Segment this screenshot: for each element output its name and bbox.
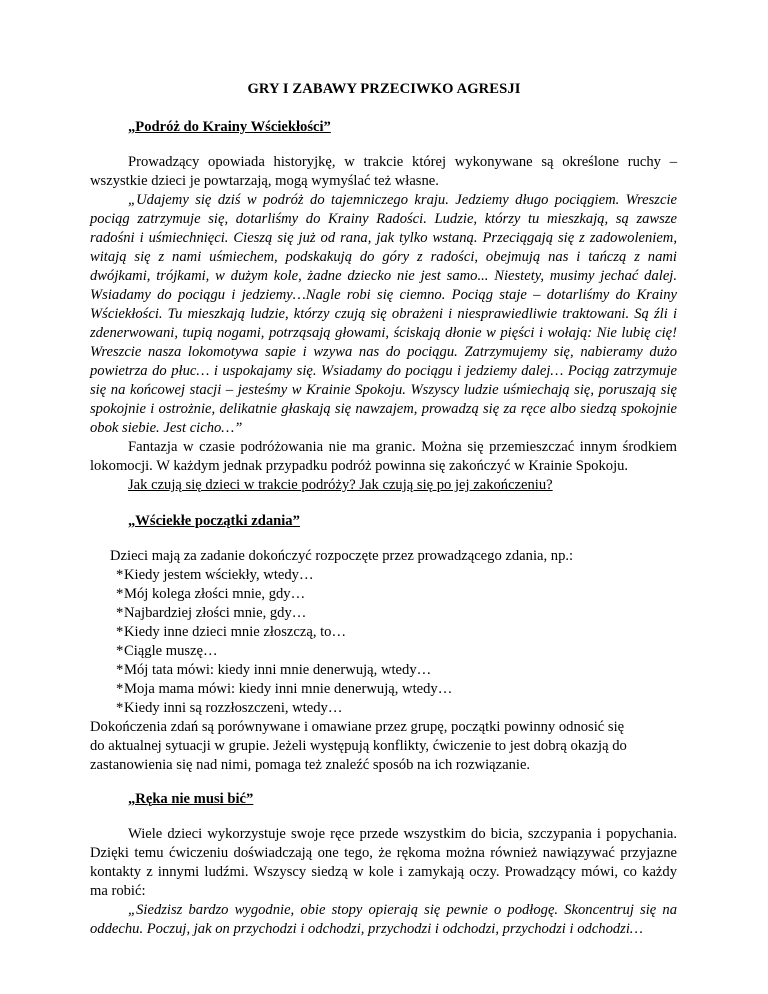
summary-line: Dokończenia zdań są porównywane i omawiane przez grupę, początki powinny odnosić się	[90, 719, 625, 735]
list-item: *Ciągle muszę…	[116, 643, 218, 659]
section-body-hand	[90, 825, 677, 939]
list-item: *Kiedy inni są rozzłoszczeni, wtedy…	[116, 700, 343, 716]
list-item: *Najbardziej złości mnie, gdy…	[116, 605, 307, 621]
paragraph-question: Jak czują się dzieci w trakcie podróży? Jak czują się po jej zakończeniu?	[128, 477, 553, 493]
page-title: GRY I ZABAWY PRZECIWKO AGRESJI	[247, 81, 521, 97]
summary-line: do aktualnej sytuacji w grupie. Jeżeli występują konflikty, ćwiczenie to jest dobrą okazją do	[90, 738, 627, 754]
section-heading-journey: „Podróż do Krainy Wściekłości”	[128, 119, 331, 135]
section-heading-hand: „Ręka nie musi bić”	[128, 791, 254, 807]
paragraph-intro: Prowadzący opowiada historyjkę, w trakcie której wykonywane są określone ruchy – wszystkie dzieci je powtarzają, mogą wymyślać też własne.	[90, 154, 677, 189]
list-item: *Moja mama mówi: kiedy inni mnie denerwują, wtedy…	[116, 681, 453, 697]
summary-line: zastanowienia się nad nimi, pomaga też znaleźć sposób na ich rozwiązanie.	[90, 757, 531, 773]
list-item: *Mój kolega złości mnie, gdy…	[116, 586, 306, 602]
list-item: *Mój tata mówi: kiedy inni mnie denerwują, wtedy…	[116, 662, 432, 678]
section-heading-sentences: „Wściekłe początki zdania”	[128, 513, 300, 529]
paragraph-sentences-intro: Dzieci mają za zadanie dokończyć rozpoczęte przez prowadzącego zdania, np.:	[110, 548, 574, 564]
paragraph-story: „Udajemy się dziś w podróż do tajemniczego kraju. Jedziemy długo pociągiem. Wreszcie pociąg zatrzymuje się, dotarliśmy do Krainy Radości. Ludzie, którzy tu mieszkają, są zawsze radośni i uśmiechnięci. Cieszą się już od rana, jak tylko wstaną. Przeciągają się z zadowoleniem, witają się z nami uśmiechem, podskakują do góry z radości, obejmują nas i tańczą z nami dwójkami, trójkami, w dużym kole, żadne dziecko nie jest samo... Niestety, musimy jechać dalej. Wsiadamy do pociągu i jedziemy…Nagle robi się ciemno. Pociąg staje – dotarliśmy do Krainy Wściekłości. Tu mieszkają ludzie, którzy czują się obrażeni i niesprawiedliwie traktowani. Są źli i zdenerwowani, tupią nogami, potrząsają głowami, ściskają dłonie w pięści i wołają: Nie lubię cię! Wreszcie nasza lokomotywa sapie i wzywa nas do pociągu. Zatrzymujemy się, nabieramy dużo powietrza do płuc… i uspokajamy się. Wsiadamy do pociągu i jedziemy dalej… Pociąg zatrzymuje się na końcowej stacji – jesteśmy w Krainie Spokoju. Wszyscy ludzie uśmiechają się, poruszają się spokojnie i ostrożnie, delikatnie głaskają się nawzajem, prowadzą się za ręce albo siedzą spokojnie obok siebie. Jest cicho…”	[90, 192, 677, 436]
list-item: *Kiedy jestem wściekły, wtedy…	[116, 567, 314, 583]
paragraph-fantasy: Fantazja w czasie podróżowania nie ma granic. Można się przemieszczać innym środkiem lokomocji. W każdym jednak przypadku podróż powinna się zakończyć w Krainie Spokoju.	[90, 439, 677, 474]
paragraph-sentences-summary	[90, 718, 680, 775]
paragraph-hand-intro: Wiele dzieci wykorzystuje swoje ręce przede wszystkim do bicia, szczypania i popychania. Dzięki temu ćwiczeniu doświadczają one tego, że rękoma można również nawiązywać przyjazne kontakty z innymi ludźmi. Wszyscy siedzą w kole i zamykają oczy. Prowadzący mówi, co każdy ma robić:	[90, 826, 677, 899]
paragraph-hand-story: „Siedzisz bardzo wygodnie, obie stopy opierają się pewnie o podłogę. Skoncentruj się na oddechu. Poczuj, jak on przychodzi i odchodzi, przychodzi i odchodzi, przychodzi i odchodzi…	[90, 902, 677, 937]
section-body-journey	[90, 153, 677, 495]
list-item: *Kiedy inne dzieci mnie złoszczą, to…	[116, 624, 347, 640]
sentence-list	[116, 566, 452, 718]
